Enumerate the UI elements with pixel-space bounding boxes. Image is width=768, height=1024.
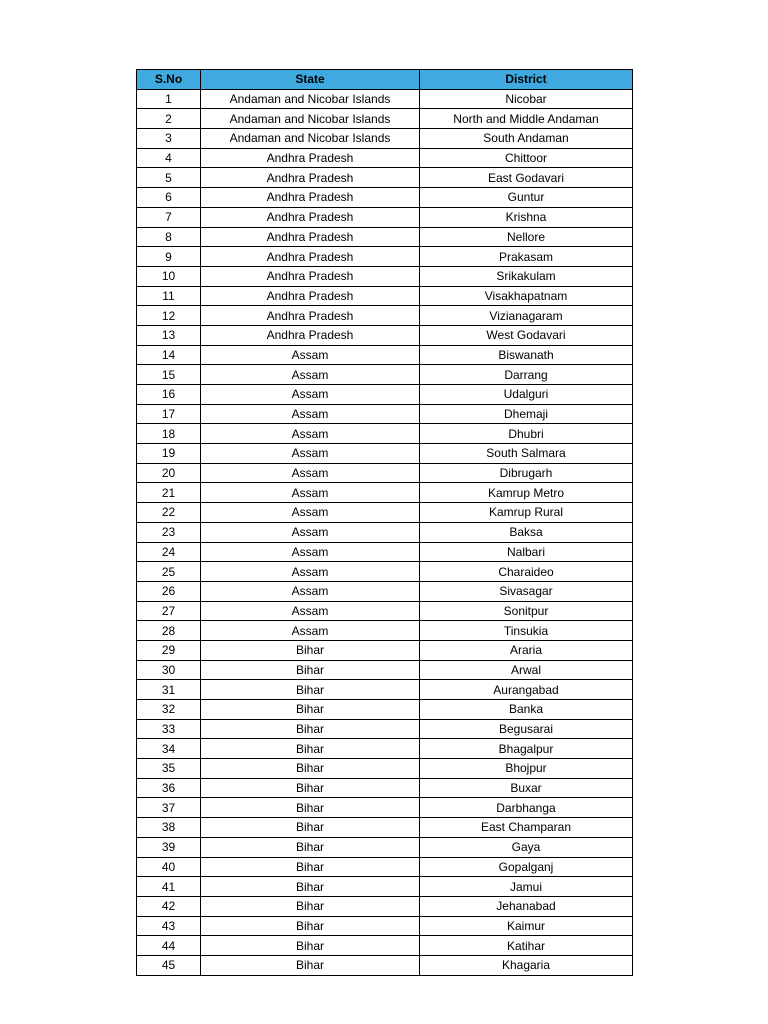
district-table (136, 69, 633, 976)
state-cell[interactable]: Assam (201, 522, 420, 542)
state-cell[interactable]: Assam (201, 542, 420, 562)
sno-cell[interactable]: 3 (137, 129, 201, 149)
sno-cell[interactable]: 7 (137, 207, 201, 227)
sno-cell[interactable]: 29 (137, 640, 201, 660)
state-cell[interactable]: Bihar (201, 778, 420, 798)
district-cell[interactable]: Buxar (420, 778, 633, 798)
district-cell[interactable]: Vizianagaram (420, 306, 633, 326)
sno-cell[interactable]: 10 (137, 266, 201, 286)
state-cell[interactable]: Andaman and Nicobar Islands (201, 129, 420, 149)
column-header-state[interactable]: State (201, 70, 420, 90)
state-cell[interactable]: Bihar (201, 660, 420, 680)
sno-cell[interactable]: 42 (137, 896, 201, 916)
table-row (137, 739, 633, 759)
state-cell[interactable]: Bihar (201, 896, 420, 916)
district-cell[interactable]: Sivasagar (420, 581, 633, 601)
district-cell[interactable]: West Godavari (420, 325, 633, 345)
state-cell[interactable]: Assam (201, 621, 420, 641)
district-cell[interactable]: Prakasam (420, 247, 633, 267)
table-row (137, 562, 633, 582)
sno-cell[interactable]: 19 (137, 444, 201, 464)
table-row (137, 247, 633, 267)
district-cell[interactable]: Jamui (420, 877, 633, 897)
state-cell[interactable]: Bihar (201, 759, 420, 779)
spreadsheet-page (136, 69, 632, 976)
state-cell[interactable]: Bihar (201, 700, 420, 720)
state-cell[interactable]: Andhra Pradesh (201, 286, 420, 306)
table-row (137, 955, 633, 975)
table-row (137, 581, 633, 601)
state-cell[interactable]: Assam (201, 404, 420, 424)
district-cell[interactable]: South Salmara (420, 444, 633, 464)
district-cell[interactable]: Aurangabad (420, 680, 633, 700)
sno-cell[interactable]: 6 (137, 188, 201, 208)
column-header-sno[interactable]: S.No (137, 70, 201, 90)
sno-cell[interactable]: 32 (137, 700, 201, 720)
state-cell[interactable]: Bihar (201, 936, 420, 956)
table-row (137, 522, 633, 542)
state-cell[interactable]: Assam (201, 424, 420, 444)
sno-cell[interactable]: 30 (137, 660, 201, 680)
sno-cell[interactable]: 37 (137, 798, 201, 818)
district-cell[interactable]: East Champaran (420, 818, 633, 838)
column-header-district[interactable]: District (420, 70, 633, 90)
state-cell[interactable]: Andaman and Nicobar Islands (201, 89, 420, 109)
state-cell[interactable]: Andhra Pradesh (201, 227, 420, 247)
district-cell[interactable]: Dibrugarh (420, 463, 633, 483)
district-cell[interactable]: Jehanabad (420, 896, 633, 916)
header-row (137, 70, 633, 90)
sno-cell[interactable]: 44 (137, 936, 201, 956)
state-cell[interactable]: Assam (201, 444, 420, 464)
state-cell[interactable]: Bihar (201, 798, 420, 818)
district-cell[interactable]: Banka (420, 700, 633, 720)
table-row (137, 463, 633, 483)
table-row (137, 759, 633, 779)
table-row (137, 680, 633, 700)
sno-cell[interactable]: 23 (137, 522, 201, 542)
state-cell[interactable]: Assam (201, 562, 420, 582)
district-cell[interactable]: Guntur (420, 188, 633, 208)
district-cell[interactable]: Gaya (420, 837, 633, 857)
district-cell[interactable]: Udalguri (420, 385, 633, 405)
sno-cell[interactable]: 16 (137, 385, 201, 405)
district-cell[interactable]: Krishna (420, 207, 633, 227)
district-cell[interactable]: Chittoor (420, 148, 633, 168)
sno-cell[interactable]: 17 (137, 404, 201, 424)
district-cell[interactable]: Kamrup Rural (420, 503, 633, 523)
sno-cell[interactable]: 1 (137, 89, 201, 109)
sno-cell[interactable]: 39 (137, 837, 201, 857)
sno-cell[interactable]: 35 (137, 759, 201, 779)
table-row (137, 483, 633, 503)
table-row (137, 601, 633, 621)
state-cell[interactable]: Assam (201, 601, 420, 621)
table-row (137, 916, 633, 936)
sno-cell[interactable]: 41 (137, 877, 201, 897)
state-cell[interactable]: Assam (201, 463, 420, 483)
table-body (137, 89, 633, 975)
district-cell[interactable]: Baksa (420, 522, 633, 542)
state-cell[interactable]: Bihar (201, 719, 420, 739)
sno-cell[interactable]: 25 (137, 562, 201, 582)
table-row (137, 325, 633, 345)
district-cell[interactable]: Nalbari (420, 542, 633, 562)
table-row (137, 798, 633, 818)
table-row (137, 621, 633, 641)
sno-cell[interactable]: 24 (137, 542, 201, 562)
sno-cell[interactable]: 28 (137, 621, 201, 641)
district-cell[interactable]: Khagaria (420, 955, 633, 975)
table-row (137, 168, 633, 188)
state-cell[interactable]: Bihar (201, 857, 420, 877)
state-cell[interactable]: Andaman and Nicobar Islands (201, 109, 420, 129)
sno-cell[interactable]: 20 (137, 463, 201, 483)
table-row (137, 365, 633, 385)
table-row (137, 286, 633, 306)
table-row (137, 385, 633, 405)
state-cell[interactable]: Bihar (201, 955, 420, 975)
sno-cell[interactable]: 15 (137, 365, 201, 385)
table-row (137, 818, 633, 838)
state-cell[interactable]: Andhra Pradesh (201, 207, 420, 227)
table-row (137, 640, 633, 660)
state-cell[interactable]: Assam (201, 385, 420, 405)
sno-cell[interactable]: 43 (137, 916, 201, 936)
sno-cell[interactable]: 4 (137, 148, 201, 168)
state-cell[interactable]: Andhra Pradesh (201, 266, 420, 286)
state-cell[interactable]: Bihar (201, 916, 420, 936)
table-row (137, 227, 633, 247)
sno-cell[interactable]: 21 (137, 483, 201, 503)
table-row (137, 857, 633, 877)
table-row (137, 188, 633, 208)
district-cell[interactable]: Kamrup Metro (420, 483, 633, 503)
sno-cell[interactable]: 5 (137, 168, 201, 188)
district-cell[interactable]: Begusarai (420, 719, 633, 739)
state-cell[interactable]: Assam (201, 365, 420, 385)
district-cell[interactable]: Bhagalpur (420, 739, 633, 759)
district-cell[interactable]: Dhemaji (420, 404, 633, 424)
sno-cell[interactable]: 14 (137, 345, 201, 365)
sno-cell[interactable]: 31 (137, 680, 201, 700)
state-cell[interactable]: Andhra Pradesh (201, 168, 420, 188)
district-cell[interactable]: North and Middle Andaman (420, 109, 633, 129)
table-row (137, 700, 633, 720)
table-row (137, 207, 633, 227)
table-row (137, 148, 633, 168)
state-cell[interactable]: Assam (201, 581, 420, 601)
sno-cell[interactable]: 36 (137, 778, 201, 798)
district-cell[interactable]: Tinsukia (420, 621, 633, 641)
state-cell[interactable]: Bihar (201, 818, 420, 838)
table-row (137, 89, 633, 109)
table-row (137, 660, 633, 680)
sno-cell[interactable]: 33 (137, 719, 201, 739)
district-cell[interactable]: Nicobar (420, 89, 633, 109)
sno-cell[interactable]: 26 (137, 581, 201, 601)
state-cell[interactable]: Bihar (201, 640, 420, 660)
table-row (137, 719, 633, 739)
sno-cell[interactable]: 11 (137, 286, 201, 306)
table-row (137, 129, 633, 149)
district-cell[interactable]: Katihar (420, 936, 633, 956)
state-cell[interactable]: Assam (201, 483, 420, 503)
district-cell[interactable]: Darrang (420, 365, 633, 385)
state-cell[interactable]: Andhra Pradesh (201, 325, 420, 345)
table-row (137, 444, 633, 464)
table-row (137, 936, 633, 956)
sno-cell[interactable]: 13 (137, 325, 201, 345)
state-cell[interactable]: Andhra Pradesh (201, 247, 420, 267)
table-row (137, 778, 633, 798)
district-cell[interactable]: Srikakulam (420, 266, 633, 286)
district-cell[interactable]: East Godavari (420, 168, 633, 188)
table-row (137, 266, 633, 286)
district-cell[interactable]: Charaideo (420, 562, 633, 582)
table-row (137, 424, 633, 444)
sno-cell[interactable]: 27 (137, 601, 201, 621)
district-cell[interactable]: South Andaman (420, 129, 633, 149)
sno-cell[interactable]: 34 (137, 739, 201, 759)
district-cell[interactable]: Gopalganj (420, 857, 633, 877)
table-header (137, 70, 633, 90)
state-cell[interactable]: Bihar (201, 739, 420, 759)
state-cell[interactable]: Bihar (201, 837, 420, 857)
sno-cell[interactable]: 12 (137, 306, 201, 326)
table-row (137, 503, 633, 523)
state-cell[interactable]: Assam (201, 345, 420, 365)
district-cell[interactable]: Biswanath (420, 345, 633, 365)
district-cell[interactable]: Kaimur (420, 916, 633, 936)
sno-cell[interactable]: 8 (137, 227, 201, 247)
district-cell[interactable]: Arwal (420, 660, 633, 680)
state-cell[interactable]: Andhra Pradesh (201, 148, 420, 168)
table-row (137, 542, 633, 562)
state-cell[interactable]: Andhra Pradesh (201, 188, 420, 208)
district-cell[interactable]: Darbhanga (420, 798, 633, 818)
sno-cell[interactable]: 18 (137, 424, 201, 444)
state-cell[interactable]: Bihar (201, 877, 420, 897)
district-cell[interactable]: Nellore (420, 227, 633, 247)
table-row (137, 404, 633, 424)
table-row (137, 345, 633, 365)
state-cell[interactable]: Assam (201, 503, 420, 523)
sno-cell[interactable]: 40 (137, 857, 201, 877)
sno-cell[interactable]: 9 (137, 247, 201, 267)
district-cell[interactable]: Araria (420, 640, 633, 660)
district-cell[interactable]: Visakhapatnam (420, 286, 633, 306)
state-cell[interactable]: Bihar (201, 680, 420, 700)
state-cell[interactable]: Andhra Pradesh (201, 306, 420, 326)
sno-cell[interactable]: 38 (137, 818, 201, 838)
district-cell[interactable]: Bhojpur (420, 759, 633, 779)
sno-cell[interactable]: 45 (137, 955, 201, 975)
sno-cell[interactable]: 22 (137, 503, 201, 523)
table-row (137, 109, 633, 129)
sno-cell[interactable]: 2 (137, 109, 201, 129)
table-row (137, 877, 633, 897)
table-row (137, 306, 633, 326)
district-cell[interactable]: Dhubri (420, 424, 633, 444)
district-cell[interactable]: Sonitpur (420, 601, 633, 621)
table-row (137, 837, 633, 857)
table-row (137, 896, 633, 916)
